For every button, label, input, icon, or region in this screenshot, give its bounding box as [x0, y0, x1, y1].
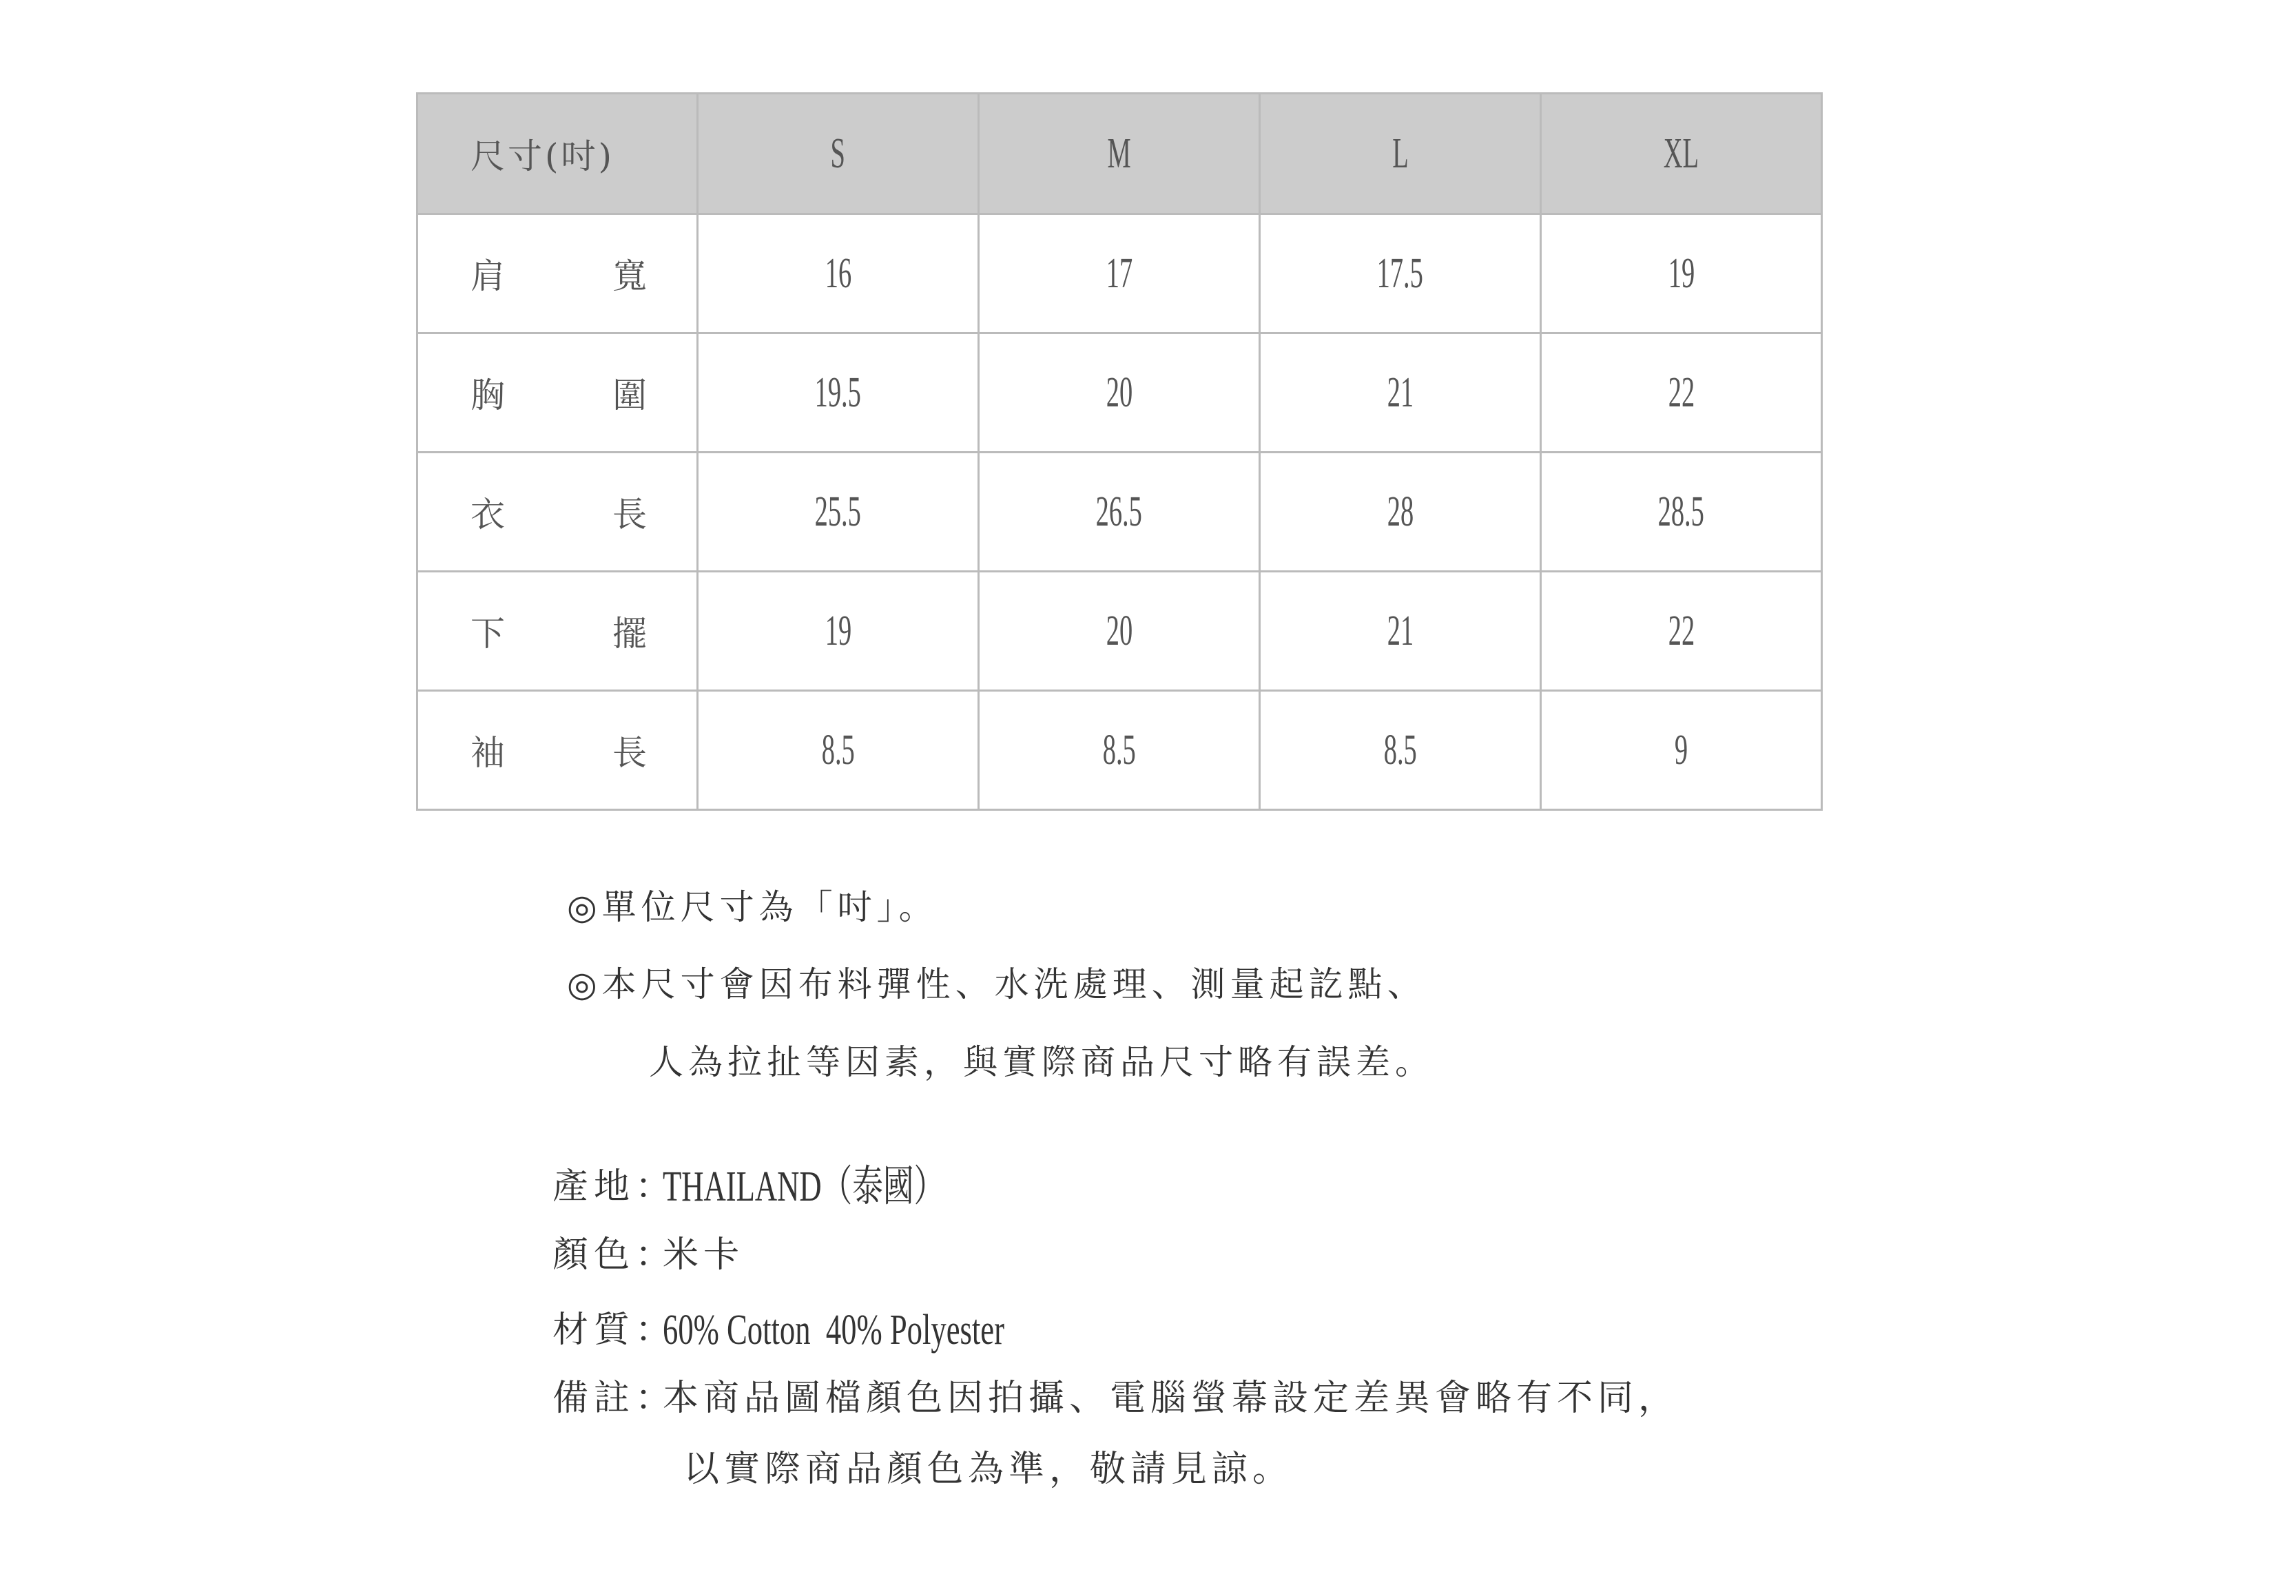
spec-colon: ：: [635, 1378, 672, 1419]
spec-material: [552, 1307, 1137, 1354]
spec-origin-value: THAILAND（泰國）: [663, 1163, 945, 1210]
size-label: L: [1392, 130, 1409, 177]
row-label: [418, 368, 696, 417]
row-label-char: 寬: [612, 256, 647, 296]
measurement-value: 16: [825, 250, 851, 297]
measurement-value: 9: [1674, 727, 1688, 774]
measurement-value: 8.5: [1102, 727, 1136, 774]
value-cell: [1260, 691, 1541, 810]
value-cell: [1541, 572, 1822, 691]
row-label-char: 肩: [470, 256, 505, 296]
spec-color: [552, 1234, 745, 1276]
row-label-char: 長: [612, 495, 647, 535]
header-cell-size-s: [698, 94, 979, 214]
spec-remark-continued: 以實際商品顏色為準，敬請見諒。: [683, 1449, 1294, 1490]
header-cell-size-xl: [1541, 94, 1822, 214]
value-cell: [1541, 453, 1822, 572]
row-label-cell: [417, 572, 698, 691]
spec-material-label: 材質: [552, 1309, 636, 1351]
value-cell: [979, 333, 1260, 453]
row-label-cell: [417, 333, 698, 453]
measurement-value: 21: [1387, 369, 1414, 416]
measurement-value: 20: [1106, 608, 1133, 654]
spec-origin-label: 產地: [552, 1166, 636, 1208]
table-row-chest: [417, 333, 1822, 453]
spec-origin: [552, 1165, 1054, 1208]
value-cell: [1260, 572, 1541, 691]
spec-remark: [552, 1378, 1679, 1419]
measurement-value: 8.5: [821, 727, 855, 774]
row-label-cell: [417, 691, 698, 810]
value-cell: [1541, 214, 1822, 333]
measurement-value: 22: [1668, 369, 1695, 416]
table-row-shoulder-width: [417, 214, 1822, 333]
table-row-length: [417, 453, 1822, 572]
row-label-char: 袖: [470, 733, 505, 773]
header-cell-size-m: [979, 94, 1260, 214]
measurement-value: 19: [825, 608, 851, 654]
value-cell: [1541, 333, 1822, 453]
spec-colon: ：: [635, 1309, 672, 1351]
measurement-value: 26.5: [1095, 488, 1143, 535]
table-row-sleeve-length: [417, 691, 1822, 810]
value-cell: [1260, 214, 1541, 333]
measurement-value: 28.5: [1657, 488, 1705, 535]
row-label-char: 長: [612, 733, 647, 773]
size-label: M: [1107, 130, 1131, 177]
row-label-cell: [417, 453, 698, 572]
header-cell-size-l: [1260, 94, 1541, 214]
row-label-char: 胸: [470, 375, 505, 415]
value-cell: [698, 453, 979, 572]
value-cell: [698, 333, 979, 453]
value-cell: [979, 691, 1260, 810]
spec-color-value: 米卡: [663, 1234, 745, 1276]
measurement-value: 17: [1106, 250, 1133, 297]
note-variance: ◎本尺寸會因布料彈性、水洗處理、測量起訖點、: [567, 964, 1427, 1004]
size-chart-header-row: [417, 94, 1822, 214]
header-label: 尺寸(吋): [470, 136, 615, 176]
value-cell: [698, 572, 979, 691]
value-cell: [979, 572, 1260, 691]
row-label-cell: [417, 214, 698, 333]
measurement-value: 25.5: [814, 488, 862, 535]
measurement-value: 28: [1387, 488, 1414, 535]
measurement-value: 17.5: [1376, 250, 1424, 297]
spec-remark-value: 本商品圖檔顏色因拍攝、電腦螢幕設定差異會略有不同，: [663, 1378, 1679, 1419]
note-unit: ◎單位尺寸為「吋」。: [567, 887, 938, 927]
measurement-value: 19.5: [814, 369, 862, 416]
value-cell: [1541, 691, 1822, 810]
spec-color-label: 顏色: [552, 1234, 636, 1276]
spec-remark-label: 備註: [552, 1378, 636, 1419]
measurement-value: 8.5: [1383, 727, 1417, 774]
size-label: XL: [1663, 130, 1699, 177]
row-label-char: 衣: [470, 495, 505, 535]
row-label: [418, 487, 696, 537]
spec-colon: ：: [635, 1166, 672, 1208]
value-cell: [698, 214, 979, 333]
note-variance-continued: 人為拉扯等因素，與實際商品尺寸略有誤差。: [649, 1042, 1434, 1082]
header-cell-label: [417, 94, 698, 214]
row-label: [418, 249, 696, 298]
spec-colon: ：: [635, 1234, 672, 1276]
measurement-value: 19: [1668, 250, 1695, 297]
row-label-char: 擺: [612, 614, 647, 654]
value-cell: [1260, 333, 1541, 453]
row-label: [418, 725, 696, 775]
row-label-char: 圍: [612, 375, 647, 415]
row-label-char: 下: [470, 614, 505, 654]
size-label: S: [830, 130, 846, 177]
value-cell: [1260, 453, 1541, 572]
value-cell: [698, 691, 979, 810]
table-row-hem: [417, 572, 1822, 691]
spec-material-value: 60% Cotton 40% Polyester: [663, 1307, 1004, 1354]
measurement-value: 22: [1668, 608, 1695, 654]
measurement-value: 21: [1387, 608, 1414, 654]
measurement-value: 20: [1106, 369, 1133, 416]
value-cell: [979, 214, 1260, 333]
size-chart-table: [416, 92, 1823, 811]
value-cell: [979, 453, 1260, 572]
row-label: [418, 606, 696, 656]
